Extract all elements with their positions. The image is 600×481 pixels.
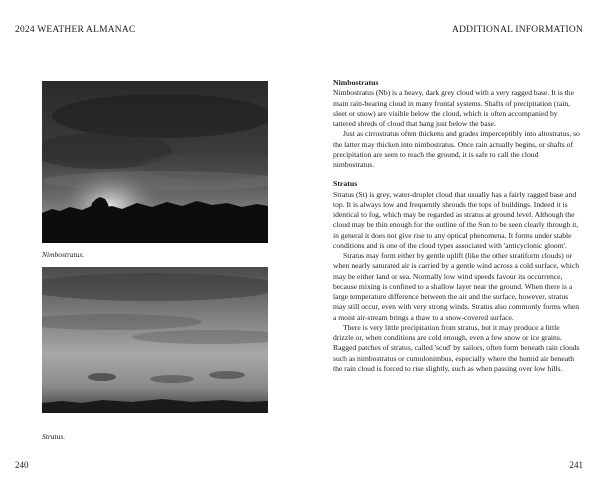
nimbostratus-caption: Nimbostratus. <box>42 250 85 259</box>
stratus-caption: Stratus. <box>42 432 66 441</box>
nimbostratus-paragraph-1: Nimbostratus (Nb) is a heavy, dark grey cloud with a very ragged base. It is the main rain-bearing cloud in many frontal systems. Shafts of precipitation (rain, sleet or snow) are visible below the cloud, which is often accompanied by tattered shreds of cloud that hang just below the base. <box>333 88 574 128</box>
body-text <box>333 78 581 374</box>
stratus-paragraph-1: Stratus (St) is grey, water-droplet cloud that usually has a fairly ragged base and top. It is always low and frequently shrouds the tops of buildings. Indeed it is identical to fog, which may be regarded as stratus at ground level. Although the cloud may be thin enough for the outline of the Sun to be seen clearly through it, in general it does not give rise to any optical phenomena. It forms under stable conditions and is one of the cloud types associated with 'anticyclonic gloom'. <box>333 189 579 250</box>
running-head-right: ADDITIONAL INFORMATION <box>452 25 583 35</box>
stratus-paragraph-3: There is very little precipitation from stratus, but it may produce a little drizzle or, when conditions are cold enough, even a few snow or ice grains. Ragged patches of stratus, called 'scud' by sailors, often form beneath rain clouds such as nimbostratus or cumulonimbus, especially where the humid air beneath the rain cloud is forced to rise slightly, such as when passing over low hills. <box>333 322 580 373</box>
right-page <box>300 0 600 481</box>
page-number-right: 241 <box>569 460 583 470</box>
page-number-left: 240 <box>15 460 29 470</box>
nimbostratus-heading: Nimbostratus <box>333 78 379 87</box>
nimbostratus-photo-image <box>42 81 268 243</box>
nimbostratus-paragraph-2: Just as cirrostratus often thickens and grades imperceptibly into altostratus, so the latter may thicken into nimbostratus. Once rain actually begins, or shafts of precipitation are seen to reach the ground, it is safe to call the cloud nimbostratus. <box>333 129 580 169</box>
stratus-heading: Stratus <box>333 179 358 189</box>
stratus-paragraph-2: Stratus may form either by gentle uplift (like the other stratiform clouds) or when nearly saturated air is carried by a gentle wind across a cold surface, which may be either land or sea. Normally low wind speeds favour its occurrence, because mixing is confined to a shallow layer near the ground. When there is a large temperature difference between the air and the surface, however, stratus may still occur, even with very strong winds. Stratus also commonly forms when a moist air-stream brings a thaw to a snow-covered surface. <box>333 251 580 322</box>
nimbostratus-photo <box>42 81 268 243</box>
stratus-photo <box>42 267 268 413</box>
running-head-left: 2024 WEATHER ALMANAC <box>15 25 136 35</box>
stratus-photo-image <box>42 267 268 413</box>
